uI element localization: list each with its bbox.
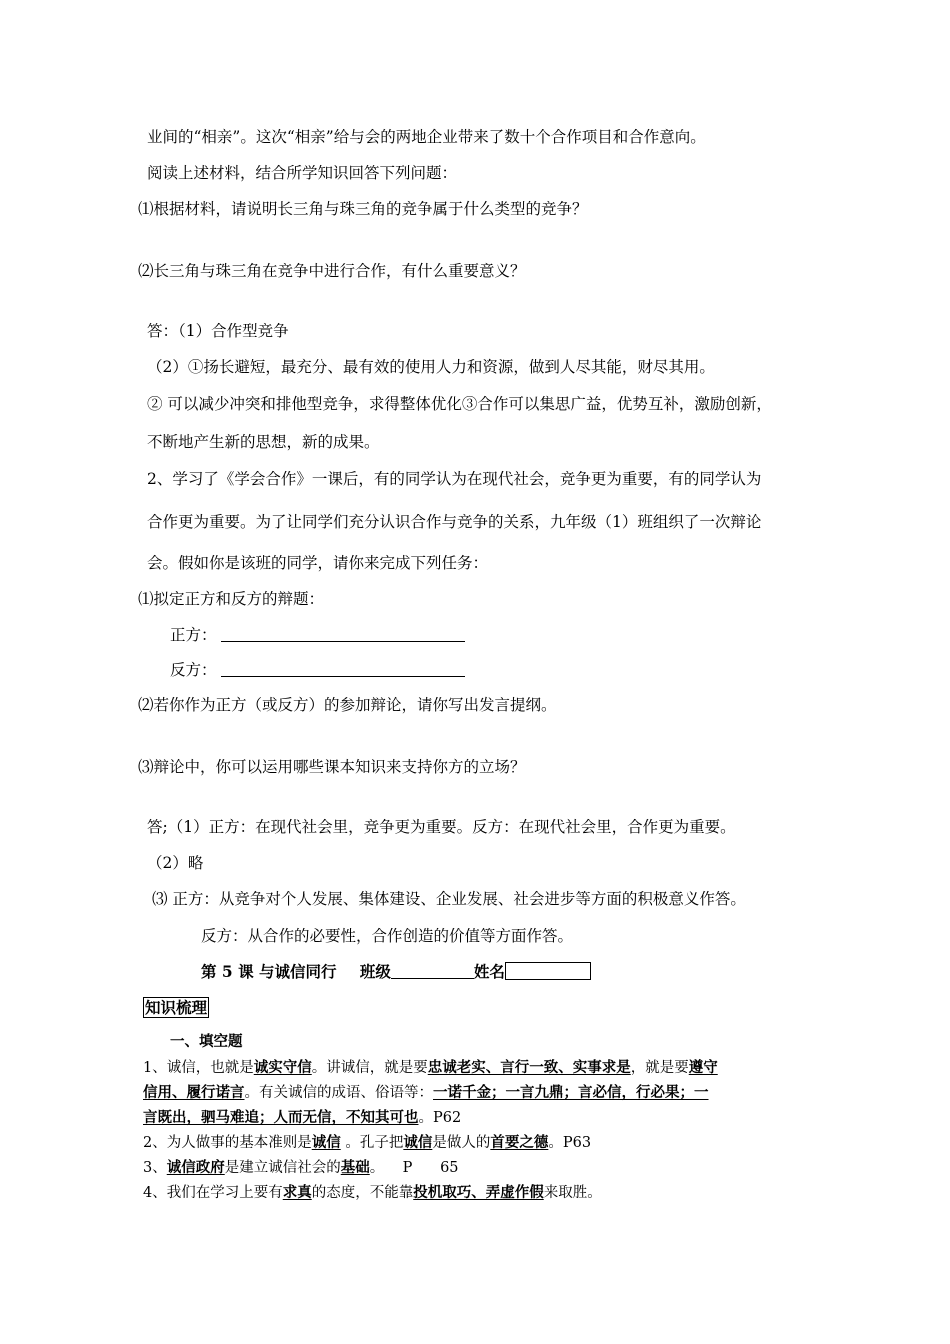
answer: 忠诚老实、言行一致、实事求是 [427,1059,631,1076]
con-side-row [170,660,465,680]
answer-2-3-con: 反方：从合作的必要性，合作创造的价值等方面作答。 [201,927,574,945]
answer-2-2: （2）略 [147,854,204,872]
answer: 首要之德 [490,1134,549,1151]
answer: 基础 [340,1159,370,1176]
text: 。 P 65 [369,1160,459,1176]
answer: 诚实守信 [253,1059,312,1076]
fill-item-4 [143,1183,602,1203]
question-2-text-cont: 合作更为重要。为了让同学们充分认识合作与竞争的关系，九年级（1）班组织了一次辩论 [147,513,762,531]
lesson-title: 第 5 课 与诚信同行 [201,962,337,981]
question-2-3: ⑶辩论中，你可以运用哪些课本知识来支持你方的立场？ [138,758,526,776]
text: 的态度，不能靠 [311,1185,414,1201]
name-box[interactable] [505,962,591,980]
question-2-1: ⑴拟定正方和反方的辩题： [138,590,325,608]
pro-side-row [170,625,465,645]
question-2-text: 2、学习了《学会合作》一课后，有的同学认为在现代社会，竞争更为重要，有的同学认为 [147,470,762,488]
text: 2、为人做事的基本准则是 [143,1135,312,1151]
name-label: 姓名 [473,962,505,981]
instruction-text: 阅读上述材料，结合所学知识回答下列问题： [147,164,458,182]
answer-1-2: （2）①扬长避短，最充分、最有效的使用人力和资源，做到人尽其能，财尽其用。 [147,358,715,376]
question-1-1: ⑴根据材料，请说明长三角与珠三角的竞争属于什么类型的竞争？ [138,200,588,218]
lesson-header [201,962,591,982]
subsection-title: 一、填空题 [170,1033,243,1050]
answer: 诚信 [311,1134,341,1151]
text: 4、我们在学习上要有 [143,1185,283,1201]
answer: 遵守 [688,1059,718,1076]
text: 。P62 [418,1110,462,1126]
text: ，就是要 [630,1060,689,1076]
con-side-label: 反方： [170,661,217,679]
con-side-blank[interactable] [221,660,465,677]
answer-1-2-cont: ② 可以减少冲突和排他型竞争，求得整体优化③合作可以集思广益，优势互补，激励创新， [147,395,772,413]
fill-item-1-cont [143,1083,709,1103]
text: 是做人的 [432,1135,491,1151]
fill-item-3 [143,1158,459,1178]
answer: 投机取巧、弄虚作假 [413,1184,544,1201]
answer-2-3: ⑶ 正方：从竞争对个人发展、集体建设、企业发展、社会进步等方面的积极意义作答。 [152,890,746,908]
question-2-2: ⑵若你作为正方（或反方）的参加辩论，请你写出发言提纲。 [138,696,557,714]
material-text-line: 业间的“相亲”。这次“相亲”给与会的两地企业带来了数十个合作项目和合作意向。 [147,128,706,146]
question-2-text-end: 会。假如你是该班的同学，请你来完成下列任务： [147,554,489,572]
fill-item-1-end [143,1108,461,1128]
answer-1-1: 答：（1）合作型竞争 [147,322,289,340]
fill-item-2 [143,1133,591,1153]
text: 。孔子把 [340,1135,404,1151]
text: 。P63 [548,1135,592,1151]
answer-2-1: 答;（1）正方：在现代社会里，竞争更为重要。反方：在现代社会里，合作更为重要。 [147,818,736,836]
section-heading [143,998,209,1018]
answer: 一诺千金；一言九鼎；言必信，行必果；一 [433,1084,709,1101]
text: 。讲诚信，就是要 [311,1060,428,1076]
question-1-2: ⑵长三角与珠三角在竞争中进行合作，有什么重要意义？ [138,262,526,280]
section-title: 知识梳理 [145,998,208,1017]
pro-side-blank[interactable] [221,625,465,642]
text: 是建立诚信社会的 [224,1160,341,1176]
class-blank[interactable] [391,962,474,979]
answer: 诚信 [403,1134,433,1151]
class-label: 班级 [359,962,391,981]
text: 来取胜。 [543,1185,602,1201]
pro-side-label: 正方： [170,626,217,644]
answer: 诚信政府 [166,1159,225,1176]
text: 3、 [143,1160,167,1176]
answer: 信用、履行诺言 [143,1084,245,1101]
answer-1-2-end: 不断地产生新的思想，新的成果。 [147,433,380,451]
answer: 言既出，驷马难追；人而无信，不知其可也 [143,1109,419,1126]
fill-item-1 [143,1058,718,1078]
answer: 求真 [282,1184,312,1201]
text: 。有关诚信的成语、俗语等： [244,1085,433,1101]
text: 1、诚信，也就是 [143,1060,254,1076]
